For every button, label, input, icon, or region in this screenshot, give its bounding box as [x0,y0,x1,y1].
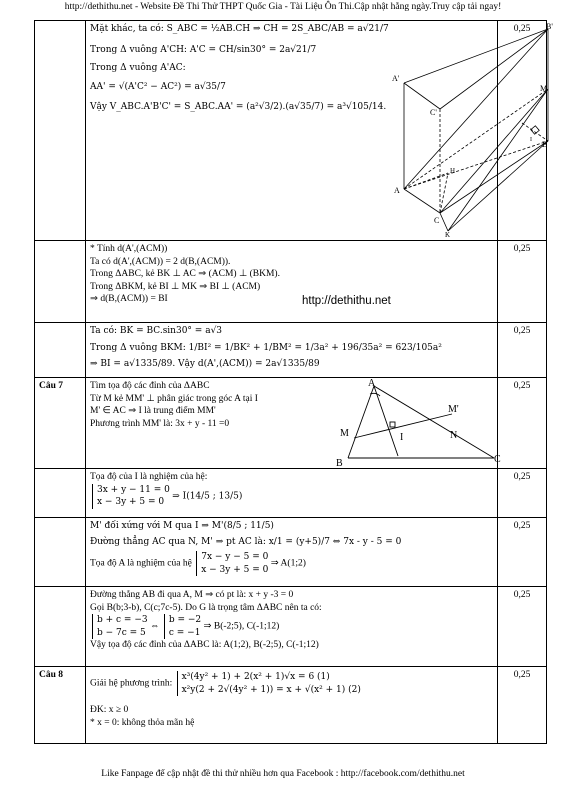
label-A-prime: A' [392,74,400,83]
table-row [35,241,547,323]
answer-line: Ta có d(A',(ACM)) = 2 d(B,(ACM)). [90,256,231,267]
label-M-prime: M' [448,404,459,415]
label-B-prime: B' [546,22,553,31]
triangle-figure [334,378,514,469]
answer-cell [86,587,498,667]
answer-cell [86,241,498,323]
question-label [35,323,86,378]
label-A: A [394,186,400,195]
question-label [35,469,86,518]
answer-line: Từ M kẻ MM' ⊥ phân giác trong góc A tại I [90,393,258,404]
answer-line: Trong ΔBKM, kẻ BI ⊥ MK ⇒ BI ⊥ (ACM) [90,281,261,292]
score-cell: 0,25 [498,518,547,587]
answer-line: Tọa độ của I là nghiệm của hệ: [90,472,208,482]
answer-line: ⇒ d(B,(ACM)) = BI [90,294,168,304]
system-eq: b + c = −3 [97,615,148,625]
answer-result: ⇒ B(-2;5), C(-1;12) [203,621,280,632]
answer-cell [86,667,498,744]
table-row [35,378,547,469]
table-row [35,21,547,241]
label-M: M [340,428,349,439]
score-cell: 0,25 [498,323,547,378]
system-eq: c = −1 [168,627,201,638]
answer-line: Phương trình MM' là: 3x + y - 11 =0 [90,418,230,429]
answer-line: Đường thẳng AC qua N, M' ⇒ pt AC là: x/1 = (y+5)/7 ⇔ 7x - y - 5 = 0 [90,536,402,547]
system-eq: 7x − y − 5 = 0 [201,552,269,562]
question-label [35,518,86,587]
system-eq: x − 3y + 5 = 0 [201,564,269,575]
table-row [35,518,547,587]
question-label [35,241,86,323]
answer-line: Đường thẳng AB đi qua A, M ⇒ có pt là: x + y -3 = 0 [90,590,294,600]
label-C-prime: C' [430,108,437,117]
watermark-text: http://dethithu.net [302,295,391,307]
question-label: Câu 7 [35,378,86,469]
answer-line: Trong Δ vuông A'AC: [90,63,186,73]
answer-result: ⇒ A(1;2) [270,558,306,569]
answer-result: ⇒ I(14/5 ; 13/5) [172,491,243,502]
score-cell: 0,25 [498,667,547,744]
answer-line: Trong Δ vuông BKM: 1/BI² = 1/BK² + 1/BM² = 1/3a² + 196/35a² = 623/105a² [90,342,442,353]
table-row [35,469,547,518]
answer-line: Mặt khác, ta có: S_ABC = ½AB.CH ⇒ CH = 2S_ABC/AB = a√21/7 [90,24,389,34]
answer-line: AA' = √(A'C² − AC²) = a√35/7 [90,81,226,92]
system-eq: b − 7c = 5 [97,627,146,638]
score-cell: 0,25 [498,469,547,518]
label-A: A [368,378,376,389]
label-C: C [494,454,501,465]
question-label [35,587,86,667]
answer-cell [86,469,498,518]
answer-line: M' đối xứng với M qua I ⇒ M'(8/5 ; 11/5) [90,521,274,531]
system-eq: 3x + y − 11 = 0 [97,484,170,495]
question-label [35,21,86,241]
answer-cell [86,323,498,378]
answer-line: Tọa độ A là nghiệm của hệ [90,558,192,569]
page-header: http://dethithu.net - Website Đề Thi Thử THPT Quốc Gia - Tài Liệu Ôn Thi.Cập nhật hằng ngày.Truy cập tải ngay! [64,2,502,12]
answer-line: Trong ΔABC, kẻ BK ⊥ AC ⇒ (ACM) ⊥ (BKM). [90,269,280,279]
label-K: K [445,231,451,239]
table-row [35,587,547,667]
answer-line: ĐK: x ≥ 0 [90,705,129,715]
score-cell: 0,25 [498,378,547,469]
answer-line: * x = 0: không thỏa mãn hệ [90,717,195,728]
page-footer: Like Fanpage để cập nhật đề thi thử nhiều hơn qua Facebook : http://facebook.com/dethithu.net [101,769,465,779]
answer-line: Ta có: BK = BC.sin30° = a√3 [90,326,223,336]
table-row [35,667,547,744]
prism-figure [382,23,552,238]
answer-cell [86,378,501,469]
answer-line: M' ∈ AC ⇒ I là trung điểm MM' [90,406,216,416]
question-label: Câu 8 [35,667,86,744]
label-H: H [450,167,456,175]
label-B: B [542,140,548,149]
label-N: N [450,430,458,441]
label-I: I [400,432,404,443]
label-I: I [530,137,532,143]
system-eq: x − 3y + 5 = 0 [97,497,165,507]
label-M: M [540,84,548,93]
solution-table [34,20,553,744]
answer-line: Giải hệ phương trình: [90,678,173,689]
label-C: C [434,216,440,225]
answer-line: Vậy V_ABC.A'B'C' = S_ABC.AA' = (a²√3/2).(a√35/7) = a³√105/14. [90,102,387,112]
equivalence-sign: ⇔ [149,621,160,632]
answer-cell [86,518,498,587]
label-B: B [336,458,343,469]
score-cell: 0,25 [498,241,547,323]
answer-line: Vậy tọa độ các đỉnh của ΔABC là: A(1;2), B(-2;5), C(-1;12) [90,640,319,650]
answer-line: Tìm tọa độ các đỉnh của ΔABC [90,381,210,391]
answer-line: * Tính d(A',(ACM)) [90,244,168,254]
system-eq: b = −2 [168,615,202,625]
system-eq: x²y(2 + 2√(4y² + 1)) = x + √(x² + 1) (2) [181,684,361,695]
system-eq: x³(4y² + 1) + 2(x² + 1)√x = 6 (1) [181,672,330,682]
score-cell: 0,25 [498,587,547,667]
table-row [35,323,547,378]
answer-line: Gọi B(b;3-b), C(c;7c-5). Do G là trọng tâm ΔABC nên ta có: [90,602,322,613]
score-cell: 0,25 [498,21,547,241]
answer-line: Trong Δ vuông A'CH: A'C = CH/sin30° = 2a√21/7 [90,44,317,55]
answer-line: ⇒ BI = a√1335/89. Vậy d(A',(ACM)) = 2a√1335/89 [90,359,320,369]
